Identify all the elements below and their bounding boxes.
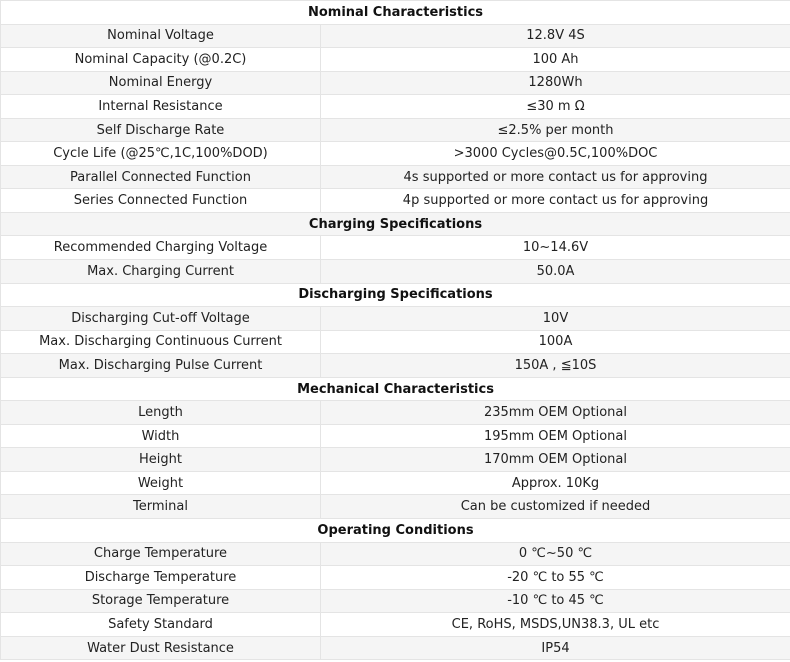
- table-row: [1, 448, 790, 472]
- spec-value: 4s supported or more contact us for approving: [321, 165, 790, 189]
- spec-label: Charge Temperature: [1, 542, 321, 566]
- spec-value: 4p supported or more contact us for approving: [321, 189, 790, 213]
- table-row: [1, 589, 790, 613]
- spec-value: 12.8V 4S: [321, 24, 790, 48]
- spec-value: 235mm OEM Optional: [321, 401, 790, 425]
- spec-label: Nominal Energy: [1, 71, 321, 95]
- spec-label: Max. Discharging Pulse Current: [1, 354, 321, 378]
- table-row: [1, 307, 790, 331]
- table-row: [1, 566, 790, 590]
- table-row: [1, 189, 790, 213]
- spec-label: Terminal: [1, 495, 321, 519]
- spec-label: Safety Standard: [1, 613, 321, 637]
- spec-label: Length: [1, 401, 321, 425]
- section-title: Nominal Characteristics: [1, 1, 790, 25]
- section-header-mechanical-characteristics: [1, 377, 790, 401]
- section-header-discharging-specifications: [1, 283, 790, 307]
- table-row: [1, 636, 790, 660]
- table-row: [1, 542, 790, 566]
- spec-value: -20 ℃ to 55 ℃: [321, 566, 790, 590]
- table-row: [1, 424, 790, 448]
- spec-label: Series Connected Function: [1, 189, 321, 213]
- spec-value: 0 ℃~50 ℃: [321, 542, 790, 566]
- spec-value: ≤30 m Ω: [321, 95, 790, 119]
- spec-value: IP54: [321, 636, 790, 660]
- spec-label: Nominal Voltage: [1, 24, 321, 48]
- spec-value: CE, RoHS, MSDS,UN38.3, UL etc: [321, 613, 790, 637]
- section-header-nominal-characteristics: [1, 1, 790, 25]
- spec-label: Internal Resistance: [1, 95, 321, 119]
- table-row: [1, 142, 790, 166]
- section-header-charging-specifications: [1, 212, 790, 236]
- spec-value: 10~14.6V: [321, 236, 790, 260]
- spec-label: Max. Charging Current: [1, 260, 321, 284]
- spec-value: Approx. 10Kg: [321, 471, 790, 495]
- table-row: [1, 260, 790, 284]
- spec-label: Recommended Charging Voltage: [1, 236, 321, 260]
- spec-value: ≤2.5% per month: [321, 118, 790, 142]
- section-header-operating-conditions: [1, 519, 790, 543]
- table-row: [1, 495, 790, 519]
- table-row: [1, 471, 790, 495]
- table-row: [1, 354, 790, 378]
- spec-value: 100A: [321, 330, 790, 354]
- section-title: Operating Conditions: [1, 519, 790, 543]
- spec-value: 1280Wh: [321, 71, 790, 95]
- table-row: [1, 118, 790, 142]
- spec-label: Storage Temperature: [1, 589, 321, 613]
- spec-value: >3000 Cycles@0.5C,100%DOC: [321, 142, 790, 166]
- spec-value: -10 ℃ to 45 ℃: [321, 589, 790, 613]
- spec-label: Weight: [1, 471, 321, 495]
- table-row: [1, 95, 790, 119]
- spec-value: 150A , ≦10S: [321, 354, 790, 378]
- table-row: [1, 71, 790, 95]
- table-row: [1, 48, 790, 72]
- spec-value: 170mm OEM Optional: [321, 448, 790, 472]
- spec-value: 195mm OEM Optional: [321, 424, 790, 448]
- table-row: [1, 24, 790, 48]
- table-row: [1, 330, 790, 354]
- table-row: [1, 613, 790, 637]
- spec-value: 10V: [321, 307, 790, 331]
- spec-value: 100 Ah: [321, 48, 790, 72]
- section-title: Mechanical Characteristics: [1, 377, 790, 401]
- spec-label: Parallel Connected Function: [1, 165, 321, 189]
- table-row: [1, 165, 790, 189]
- spec-label: Discharge Temperature: [1, 566, 321, 590]
- spec-value: Can be customized if needed: [321, 495, 790, 519]
- spec-label: Cycle Life (@25℃,1C,100%DOD): [1, 142, 321, 166]
- table-row: [1, 236, 790, 260]
- spec-value: 50.0A: [321, 260, 790, 284]
- spec-label: Discharging Cut-off Voltage: [1, 307, 321, 331]
- spec-table-body: [1, 1, 790, 660]
- spec-label: Self Discharge Rate: [1, 118, 321, 142]
- section-title: Charging Specifications: [1, 212, 790, 236]
- section-title: Discharging Specifications: [1, 283, 790, 307]
- spec-label: Nominal Capacity (@0.2C): [1, 48, 321, 72]
- table-row: [1, 401, 790, 425]
- spec-label: Height: [1, 448, 321, 472]
- spec-label: Width: [1, 424, 321, 448]
- spec-label: Water Dust Resistance: [1, 636, 321, 660]
- spec-label: Max. Discharging Continuous Current: [1, 330, 321, 354]
